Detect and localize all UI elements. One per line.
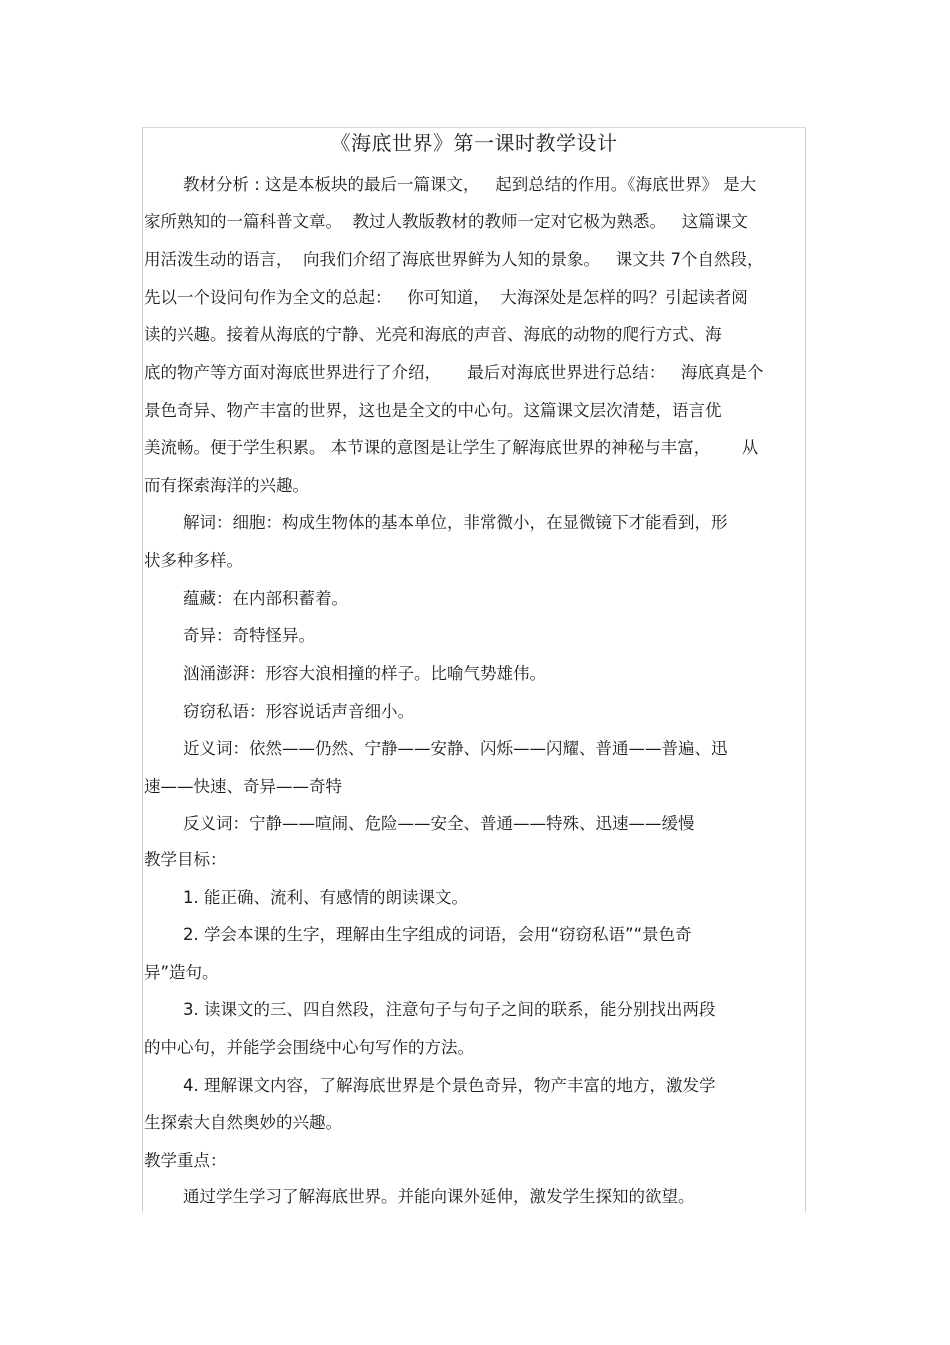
vocab-yuncang: 蕴藏：在内部积蓄着。 [183, 589, 348, 608]
document-title: 《海底世界》第一课时教学设计 [330, 131, 618, 155]
goal-2-line-1: 2. 学会本课的生字，理解由生字组成的词语，会用“窃窃私语”“景色奇 [183, 925, 692, 944]
goal-3-line-1: 3. 读课文的三、四自然段，注意句子与句子之间的联系，能分别找出两段 [183, 1000, 716, 1019]
goals-heading: 教学目标： [144, 850, 227, 869]
vocab-qieqie: 窃窃私语：形容说话声音细小。 [183, 702, 414, 721]
analysis-line-9: 而有探索海洋的兴趣。 [144, 476, 309, 495]
vocab-qiyi: 奇异：奇特怪异。 [183, 626, 315, 645]
goal-1: 1. 能正确、流利、有感情的朗读课文。 [183, 888, 468, 907]
analysis-line-5: 读的兴趣。接着从海底的宁静、光亮和海底的声音、海底的动物的爬行方式、海 [144, 325, 722, 344]
focus-text: 通过学生学习了解海底世界。并能向课外延伸，激发学生探知的欲望。 [183, 1187, 695, 1206]
analysis-line-2: 家所熟知的一篇科普文章。 教过人教版教材的教师一定对它极为熟悉。 这篇课文 [144, 212, 748, 231]
analysis-line-8: 美流畅。便于学生积累。 本节课的意图是让学生了解海底世界的神秘与丰富， 从 [144, 438, 759, 457]
analysis-line-3: 用活泼生动的语言， 向我们介绍了海底世界鲜为人知的景象。 课文共 7个自然段， [144, 250, 764, 269]
goal-4-line-1: 4. 理解课文内容，了解海底世界是个景色奇异，物产丰富的地方，激发学 [183, 1076, 716, 1095]
antonyms-line: 反义词：宁静——喧闹、危险——安全、普通——特殊、迅速——缓慢 [183, 814, 695, 833]
analysis-line-1: 教材分析 : 这是本板块的最后一篇课文， 起到总结的作用。《海底世界》 是大 [183, 175, 757, 194]
vocab-cell-line-1: 解词：细胞：构成生物体的基本单位，非常微小，在显微镜下才能看到，形 [183, 513, 728, 532]
analysis-line-4: 先以一个设问句作为全文的总起： 你可知道， 大海深处是怎样的吗？引起读者阅 [144, 288, 748, 307]
analysis-line-7: 景色奇异、物产丰富的世界，这也是全文的中心句。这篇课文层次清楚，语言优 [144, 401, 722, 420]
vocab-xiongyong: 汹涌澎湃：形容大浪相撞的样子。比喻气势雄伟。 [183, 664, 546, 683]
goal-2-line-2: 异”造句。 [144, 963, 219, 982]
vocab-cell-line-2: 状多种多样。 [144, 551, 243, 570]
goal-3-line-2: 的中心句，并能学会围绕中心句写作的方法。 [144, 1038, 474, 1057]
goal-4-line-2: 生探索大自然奥妙的兴趣。 [144, 1113, 342, 1132]
synonyms-line-1: 近义词：依然——仍然、宁静——安静、闪烁——闪耀、普通——普遍、迅 [183, 739, 728, 758]
analysis-line-6: 底的物产等方面对海底世界进行了介绍， 最后对海底世界进行总结： 海底真是个 [144, 363, 764, 382]
focus-heading: 教学重点： [144, 1151, 227, 1170]
synonyms-line-2: 速——快速、奇异——奇特 [144, 777, 342, 796]
